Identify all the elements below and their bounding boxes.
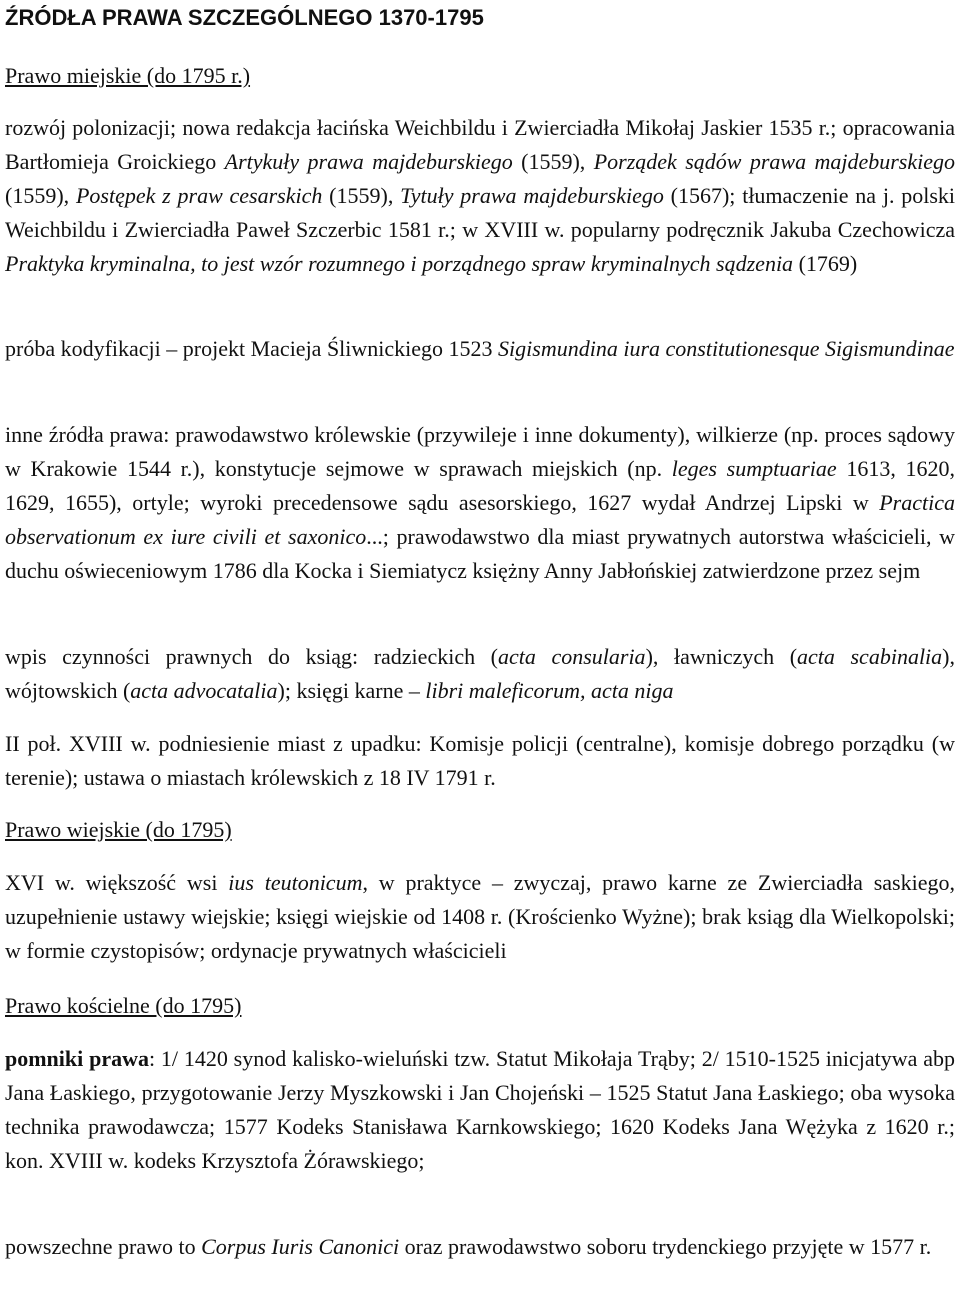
paragraph-codification: próba kodyfikacji – projekt Macieja Śliwnickiego 1523 Sigismundina iura constitutionesque Sigismundinae (5, 336, 955, 361)
paragraph-reforms: II poł. XVIII w. podniesienie miast z upadku: Komisje policji (centralne), komisje dobrego porządku (w terenie); ustawa o miastach królewskich z 18 IV 1791 r. (5, 731, 955, 790)
page-title: ŹRÓDŁA PRAWA SZCZEGÓLNEGO 1370-1795 (5, 5, 484, 30)
paragraph-polonization: rozwój polonizacji; nowa redakcja łacińska Weichbildu i Zwierciadła Mikołaj Jaskier 1535 r.; opracowania Bartłomieja Groickiego Artykuły prawa majdeburskiego (1559), Porządek sądów prawa majdeburskiego (1559), Postępek z praw cesarskich (1559), Tytuły prawa majdeburskiego (1567); tłumaczenie na j. polski Weichbildu i Zwierciadła Paweł Szczerbic 1581 r.; w XVIII w. popularny podręcznik Jakuba Czechowicza Praktyka kryminalna, to jest wzór rozumnego i porządnego spraw kryminalnych sądzenia (1769) (5, 115, 956, 276)
paragraph-law-monuments: pomniki prawa: 1/ 1420 synod kalisko-wieluński tzw. Statut Mikołaja Trąby; 2/ 1510-1525 inicjatywa abp Jana Łaskiego, przygotowanie Jerzy Myszkowski i Jan Chojeński – 1525 Statut Jana Łaskiego; oba wysoka technika prawodawcza; 1577 Kodeks Stanisława Karnkowskiego; 1620 Kodeks Jana Wężyka z 1620 r.; kon. XVIII w. kodeks Krzysztofa Żórawskiego; (5, 1046, 955, 1173)
paragraph-rural-law: XVI w. większość wsi ius teutonicum, w praktyce – zwyczaj, prawo karne ze Zwierciadła saskiego, uzupełnienie ustawy wiejskie; księgi wiejskie od 1408 r. (Krościenko Wyżne); brak ksiąg dla Wielkopolski; w formie czystopisów; ordynacje prywatnych właścicieli (5, 870, 955, 963)
section-heading-rural-law: Prawo wiejskie (do 1795) (5, 817, 232, 842)
paragraph-common-law: powszechne prawo to Corpus Iuris Canonici oraz prawodawstwo soboru trydenckiego przyjęte w 1577 r. (5, 1234, 932, 1259)
section-heading-urban-law: Prawo miejskie (do 1795 r.) (5, 63, 251, 88)
paragraph-other-sources: inne źródła prawa: prawodawstwo królewskie (przywileje i inne dokumenty), wilkierze (np. proces sądowy w Krakowie 1544 r.), konstytucje sejmowe w sprawach miejskich (np. leges sumptuariae 1613, 1620, 1629, 1655), ortyle; wyroki precedensowe sądu asesorskiego, 1627 wydał Andrzej Lipski w Practica observationum ex iure civili et saxonico...; prawodawstwo dla miast prywatnych autorstwa właścicieli, w duchu oświeceniowym 1786 dla Kocka i Siemiatycz księżny Anny Jabłońskiej zatwierdzone przez sejm (5, 422, 956, 583)
section-heading-church-law: Prawo kościelne (do 1795) (5, 993, 242, 1018)
paragraph-legal-records: wpis czynności prawnych do ksiąg: radzieckich (acta consularia), ławniczych (acta scabinalia), wójtowskich (acta advocatalia); księgi karne – libri maleficorum, acta niga (5, 644, 955, 703)
